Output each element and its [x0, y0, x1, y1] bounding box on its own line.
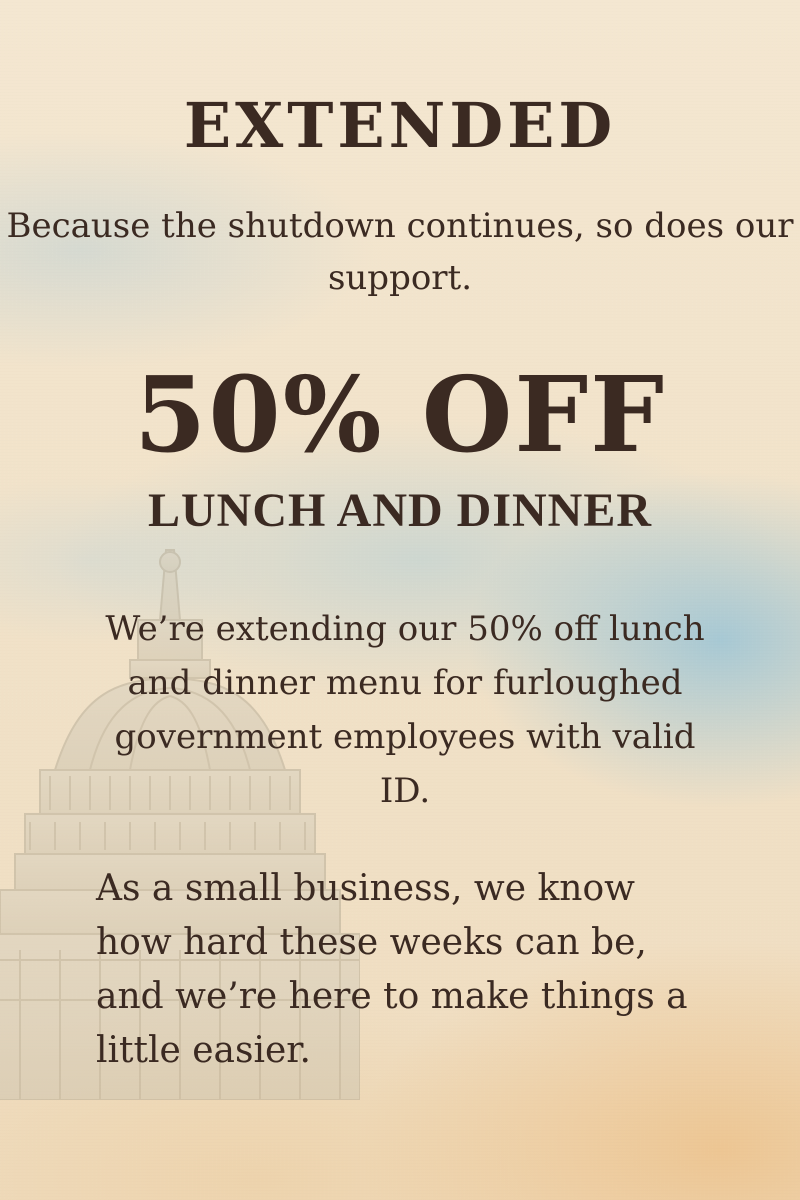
- discount-title: 50% OFF: [133, 353, 667, 476]
- headline: EXTENDED: [183, 89, 617, 162]
- discount-subtitle: LUNCH AND DINNER: [147, 484, 653, 537]
- small-business-paragraph: As a small business, we know how hard these weeks can be, and we’re here to make things a little easier.: [96, 868, 688, 1071]
- subheadline: Because the shutdown continues, so does our support.: [6, 206, 794, 298]
- extension-paragraph: We’re extending our 50% off lunch and dinner menu for furloughed government employees with valid ID.: [105, 609, 705, 811]
